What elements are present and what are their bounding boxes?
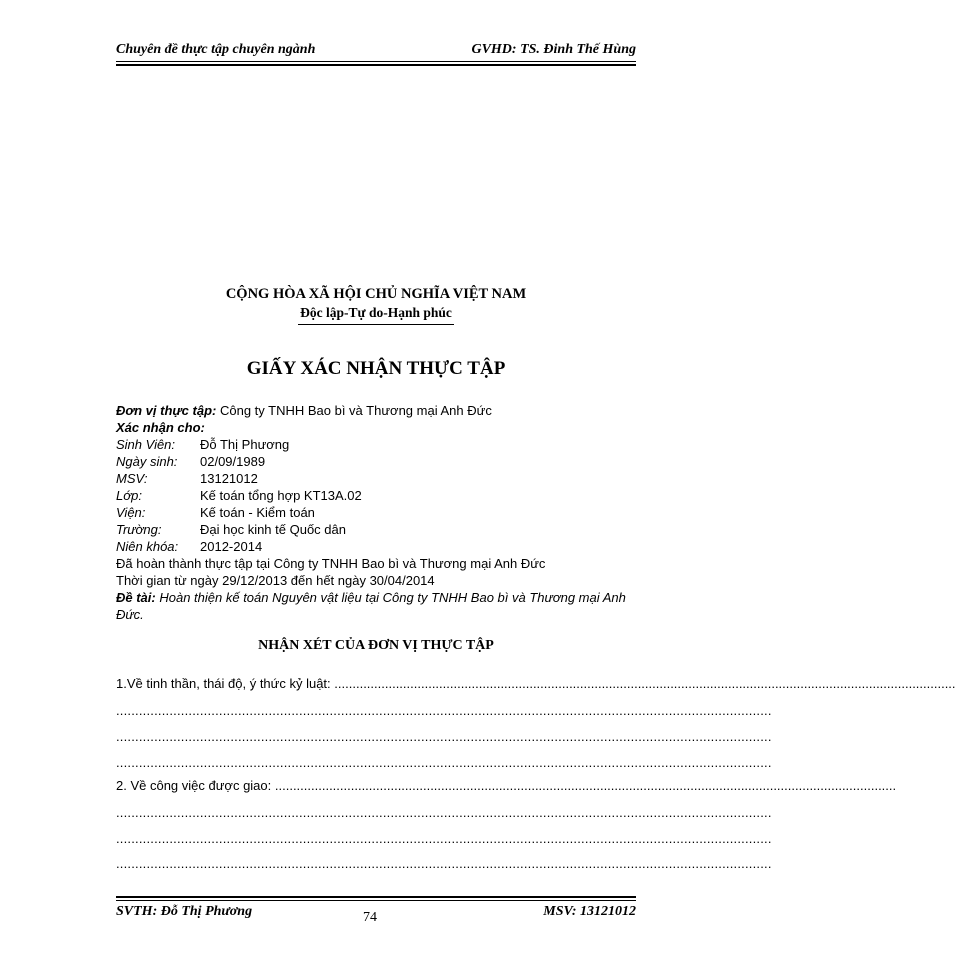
student-value: Đỗ Thị Phương	[200, 437, 290, 452]
class-row	[116, 487, 638, 504]
msv-label: MSV:	[116, 471, 148, 486]
completed-row	[116, 555, 638, 572]
answer-line-1b[interactable]: ............................................................................................................................................................................	[116, 729, 772, 744]
question-1-dots[interactable]: ............................................................................................................................................................................	[334, 676, 956, 691]
question-1-label: 1.Về tinh thần, thái độ, ý thức kỷ luật:	[116, 676, 331, 691]
motto-block	[116, 304, 636, 325]
confirm-label: Xác nhận cho:	[116, 420, 205, 435]
question-1	[116, 676, 956, 693]
msv-row	[116, 470, 638, 487]
answer-line-2a[interactable]: ............................................................................................................................................................................	[116, 805, 772, 820]
footer-rule-thin	[116, 900, 636, 901]
topic-value: Hoàn thiện kế toán Nguyên vật liệu tại Công ty TNHH Bao bì và Thương mại Anh Đức.	[116, 590, 626, 622]
footer-right-text: MSV: 13121012	[543, 904, 636, 919]
answer-line-2c[interactable]: ............................................................................................................................................................................	[116, 856, 772, 871]
footer-left-text: SVTH: Đỗ Thị Phương	[116, 904, 253, 919]
review-heading: NHẬN XÉT CỦA ĐƠN VỊ THỰC TẬP	[258, 638, 494, 653]
footer-rule-thick	[116, 896, 636, 898]
completed-text: Đã hoàn thành thực tập tại Công ty TNHH Bao bì và Thương mại Anh Đức	[116, 556, 546, 571]
institute-row	[116, 504, 638, 521]
school-value: Đại học kinh tế Quốc dân	[200, 522, 346, 537]
dob-label: Ngày sinh:	[116, 454, 178, 469]
document-title: GIẤY XÁC NHẬN THỰC TẬP	[246, 358, 506, 379]
topic-label: Đề tài:	[116, 590, 156, 605]
answer-line-2b[interactable]: ............................................................................................................................................................................	[116, 831, 772, 846]
institute-value: Kế toán - Kiểm toán	[200, 505, 315, 520]
unit-row	[116, 402, 638, 419]
msv-value: 13121012	[200, 471, 258, 486]
institute-label: Viện:	[116, 505, 146, 520]
motto: Độc lập-Tự do-Hạnh phúc	[298, 305, 454, 325]
class-label: Lớp:	[116, 488, 142, 503]
answer-line-1a[interactable]: ............................................................................................................................................................................	[116, 703, 772, 718]
confirm-row	[116, 419, 638, 436]
header-rule-thin	[116, 61, 636, 62]
question-2-dots[interactable]: ............................................................................................................................................................................	[274, 778, 897, 793]
student-row	[116, 436, 638, 453]
year-value: 2012-2014	[200, 539, 263, 554]
info-block	[116, 402, 638, 623]
period-text: Thời gian từ ngày 29/12/2013 đến hết ngày 30/04/2014	[116, 573, 435, 588]
header-right-text: GVHD: TS. Đinh Thế Hùng	[471, 42, 636, 57]
unit-value: Công ty TNHH Bao bì và Thương mại Anh Đức	[219, 403, 492, 418]
question-2-label: 2. Về công việc được giao:	[116, 778, 272, 793]
dob-value: 02/09/1989	[200, 454, 266, 469]
school-label: Trường:	[116, 522, 162, 537]
topic-row	[116, 589, 638, 623]
school-row	[116, 521, 638, 538]
year-row	[116, 538, 638, 555]
header-rule-thick	[116, 64, 636, 66]
unit-label: Đơn vị thực tập:	[116, 403, 217, 418]
republic-heading: CỘNG HÒA XÃ HỘI CHỦ NGHĨA VIỆT NAM	[225, 286, 527, 302]
period-row	[116, 572, 638, 589]
student-label: Sinh Viên:	[116, 437, 176, 452]
page-number: 74	[363, 910, 377, 925]
year-label: Niên khóa:	[116, 539, 179, 554]
question-2	[116, 778, 897, 795]
header-left-text: Chuyên đề thực tập chuyên ngành	[116, 42, 316, 57]
class-value: Kế toán tổng hợp KT13A.02	[200, 488, 362, 503]
answer-line-1c[interactable]: ............................................................................................................................................................................	[116, 755, 772, 770]
dob-row	[116, 453, 638, 470]
